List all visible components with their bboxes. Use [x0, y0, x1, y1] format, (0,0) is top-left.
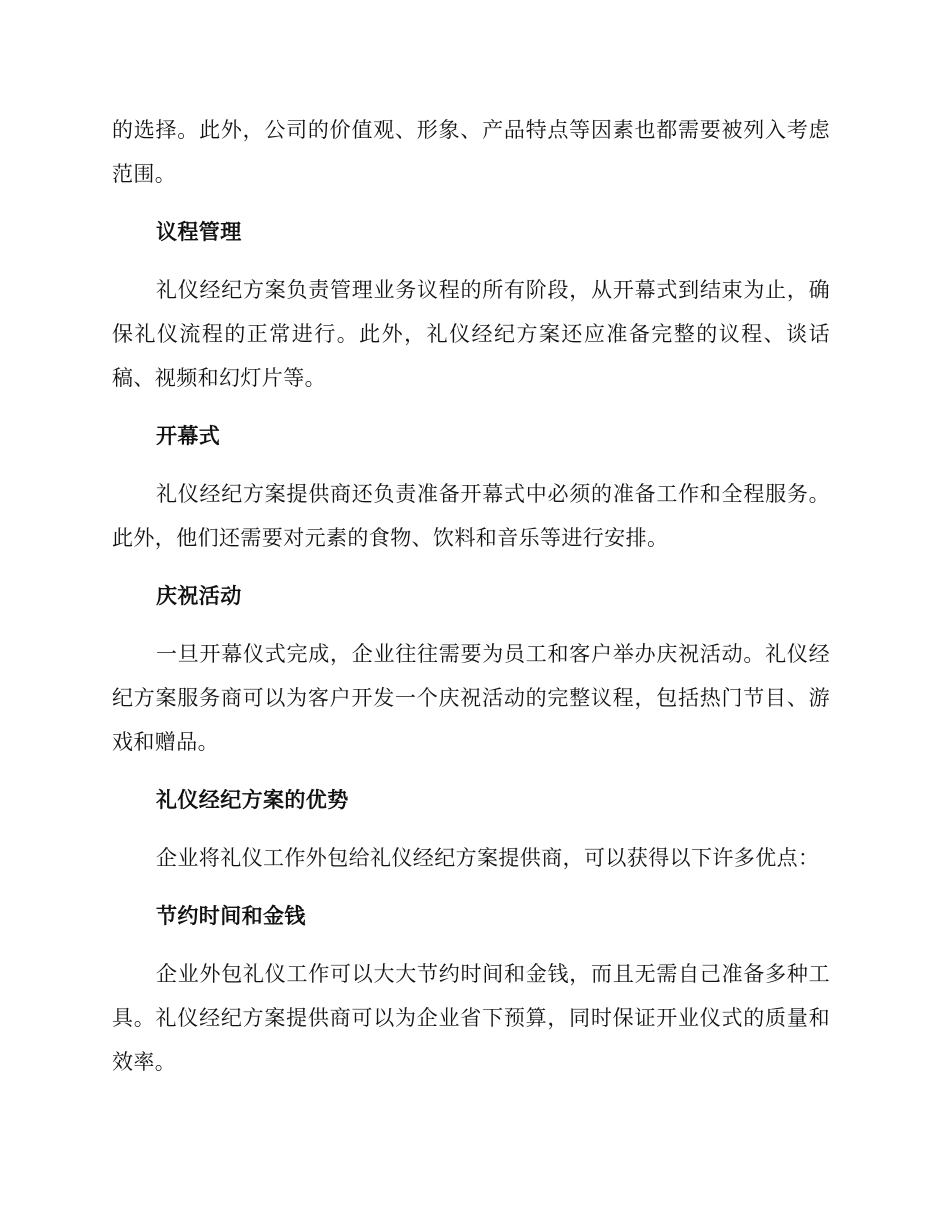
document-body — [112, 108, 830, 1098]
paragraph-opening-ceremony: 礼仪经纪方案提供商还负责准备开幕式中必须的准备工作和全程服务。此外，他们还需要对元素的食物、饮料和音乐等进行安排。 — [112, 482, 830, 550]
paragraph-celebration: 一旦开幕仪式完成，企业往往需要为员工和客户举办庆祝活动。礼仪经纪方案服务商可以为客户开发一个庆祝活动的完整议程，包括热门节目、游戏和赠品。 — [112, 642, 830, 754]
paragraph-advantages-intro: 企业将礼仪工作外包给礼仪经纪方案提供商，可以获得以下许多优点： — [156, 846, 820, 870]
heading-advantages: 礼仪经纪方案的优势 — [156, 788, 349, 812]
heading-agenda-management: 议程管理 — [156, 220, 242, 244]
paragraph-agenda-management: 礼仪经纪方案负责管理业务议程的所有阶段，从开幕式到结束为止，确保礼仪流程的正常进行。此外，礼仪经纪方案还应准备完整的议程、谈话稿、视频和幻灯片等。 — [112, 278, 830, 390]
heading-celebration: 庆祝活动 — [156, 584, 242, 608]
heading-save-time-money: 节约时间和金钱 — [156, 904, 306, 928]
paragraph-continuation: 的选择。此外，公司的价值观、形象、产品特点等因素也都需要被列入考虑范围。 — [112, 118, 830, 186]
heading-opening-ceremony: 开幕式 — [156, 424, 221, 448]
paragraph-save-time-money: 企业外包礼仪工作可以大大节约时间和金钱，而且无需自己准备多种工具。礼仪经纪方案提供商可以为企业省下预算，同时保证开业仪式的质量和效率。 — [112, 962, 830, 1074]
